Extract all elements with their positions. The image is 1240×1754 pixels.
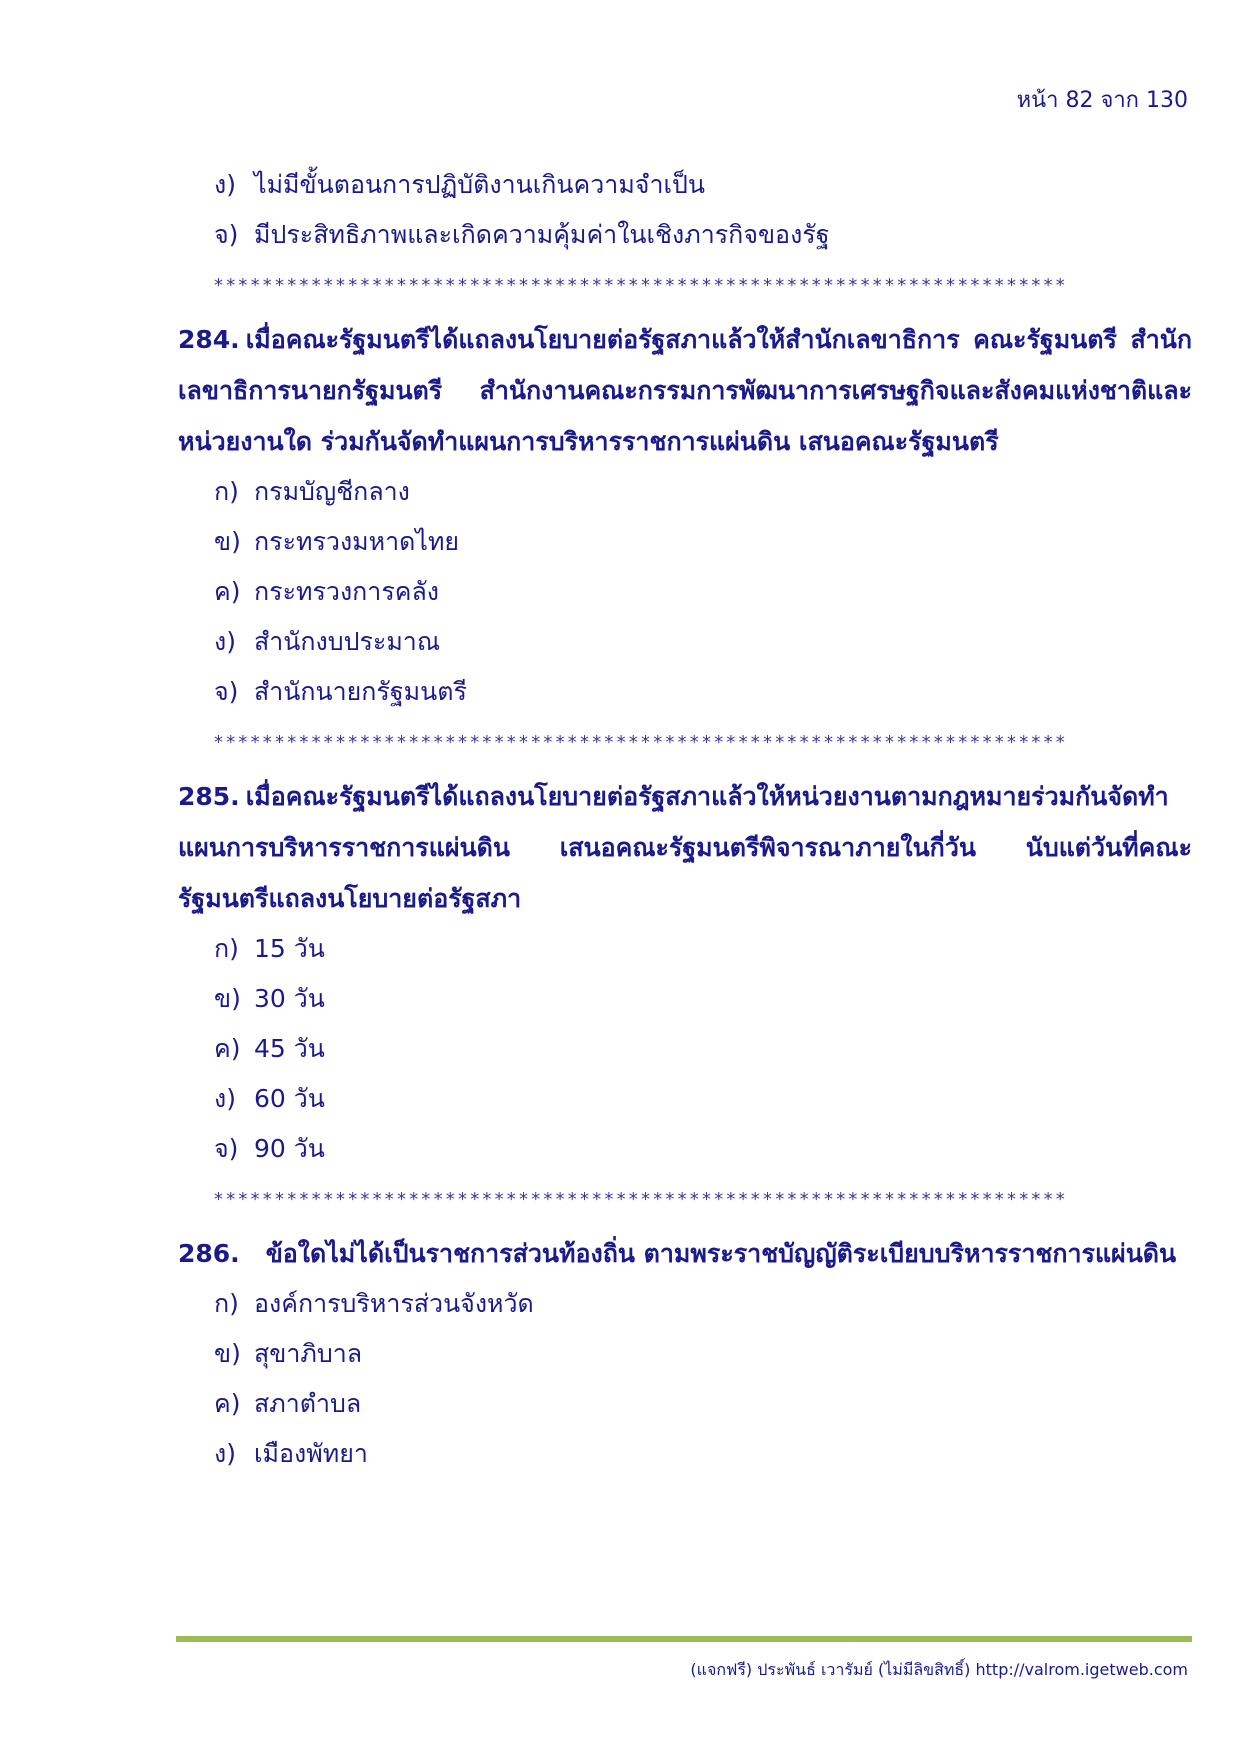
option-item (178, 1074, 1192, 1124)
option-item (178, 1329, 1192, 1379)
option-text: 45 วัน (254, 1034, 325, 1063)
option-text: องค์การบริหารส่วนจังหวัด (254, 1289, 534, 1318)
option-letter: จ) (214, 220, 239, 249)
separator: ********************************************************************** (214, 732, 1068, 753)
option-text: ไม่มีขั้นตอนการปฏิบัติงานเกินความจำเป็น (254, 170, 705, 199)
option-text: กระทรวงมหาดไทย (254, 527, 460, 556)
option-item (178, 1279, 1192, 1329)
option-text: 60 วัน (254, 1084, 325, 1113)
option-item (178, 517, 1192, 567)
option-letter: ข) (214, 527, 241, 556)
option-letter: ง) (214, 627, 236, 656)
page-content (178, 160, 1192, 1479)
question-284 (178, 314, 1192, 467)
separator: ********************************************************************** (214, 1189, 1068, 1210)
question-text: ข้อใดไม่ได้เป็นราชการส่วนท้องถิ่น ตามพระราชบัญญัติระเบียบบริหารราชการแผ่นดิน (265, 1239, 1177, 1268)
option-text: สภาตำบล (254, 1389, 362, 1418)
option-text: 90 วัน (254, 1134, 325, 1163)
option-item (178, 1124, 1192, 1174)
option-text: สุขาภิบาล (254, 1339, 363, 1368)
option-item (178, 567, 1192, 617)
option-item (178, 974, 1192, 1024)
option-letter: ง) (214, 1084, 236, 1113)
option-item (178, 210, 1192, 260)
option-letter: ก) (214, 1289, 239, 1318)
question-number: 284. (178, 325, 240, 354)
option-text: 15 วัน (254, 934, 325, 963)
option-text: สำนักงบประมาณ (254, 627, 441, 656)
question-285 (178, 771, 1192, 924)
option-letter: ก) (214, 934, 239, 963)
option-item (178, 1024, 1192, 1074)
option-letter: ก) (214, 477, 239, 506)
page-number: หน้า 82 จาก 130 (1016, 88, 1188, 113)
option-item (178, 1429, 1192, 1479)
separator: ********************************************************************** (214, 275, 1068, 296)
option-letter: จ) (214, 677, 239, 706)
option-letter: ง) (214, 1439, 236, 1468)
option-item (178, 667, 1192, 717)
option-text: เมืองพัทยา (254, 1439, 368, 1468)
option-letter: ค) (214, 577, 241, 606)
option-item (178, 160, 1192, 210)
question-text: เมื่อคณะรัฐมนตรีได้แถลงนโยบายต่อรัฐสภาแล้วให้หน่วยงานตามกฎหมายร่วมกันจัดทำแผนการบริหารราชการแผ่นดิน เสนอคณะรัฐมนตรีพิจารณาภายในกี่วัน นับแต่วันที่คณะรัฐมนตรีแถลงนโยบายต่อรัฐสภา (178, 782, 1192, 913)
option-item (178, 924, 1192, 974)
question-number: 285. (178, 782, 240, 811)
option-letter: ค) (214, 1034, 241, 1063)
option-letter: ค) (214, 1389, 241, 1418)
option-text: มีประสิทธิภาพและเกิดความคุ้มค่าในเชิงภารกิจของรัฐ (254, 220, 830, 249)
option-text: กรมบัญชีกลาง (254, 477, 410, 506)
option-item (178, 467, 1192, 517)
option-text: 30 วัน (254, 984, 325, 1013)
option-text: กระทรวงการคลัง (254, 577, 439, 606)
option-letter: จ) (214, 1134, 239, 1163)
question-number: 286. (178, 1239, 240, 1268)
footer-credit: (แจกฟรี) ประพันธ์ เวารัมย์ (ไม่มีลิขสิทธิ์) http://valrom.igetweb.com (690, 1660, 1188, 1679)
option-text: สำนักนายกรัฐมนตรี (254, 677, 467, 706)
option-item (178, 617, 1192, 667)
footer-rule (176, 1636, 1192, 1642)
option-item (178, 1379, 1192, 1429)
question-286 (178, 1228, 1192, 1279)
option-letter: ข) (214, 984, 241, 1013)
option-letter: ง) (214, 170, 236, 199)
question-text: เมื่อคณะรัฐมนตรีได้แถลงนโยบายต่อรัฐสภาแล้วให้สำนักเลขาธิการ คณะรัฐมนตรี สำนักเลขาธิการนายกรัฐมนตรี สำนักงานคณะกรรมการพัฒนาการเศรษฐกิจและสังคมแห่งชาติและหน่วยงานใด ร่วมกันจัดทำแผนการบริหารราชการแผ่นดิน เสนอคณะรัฐมนตรี (178, 325, 1192, 456)
option-letter: ข) (214, 1339, 241, 1368)
